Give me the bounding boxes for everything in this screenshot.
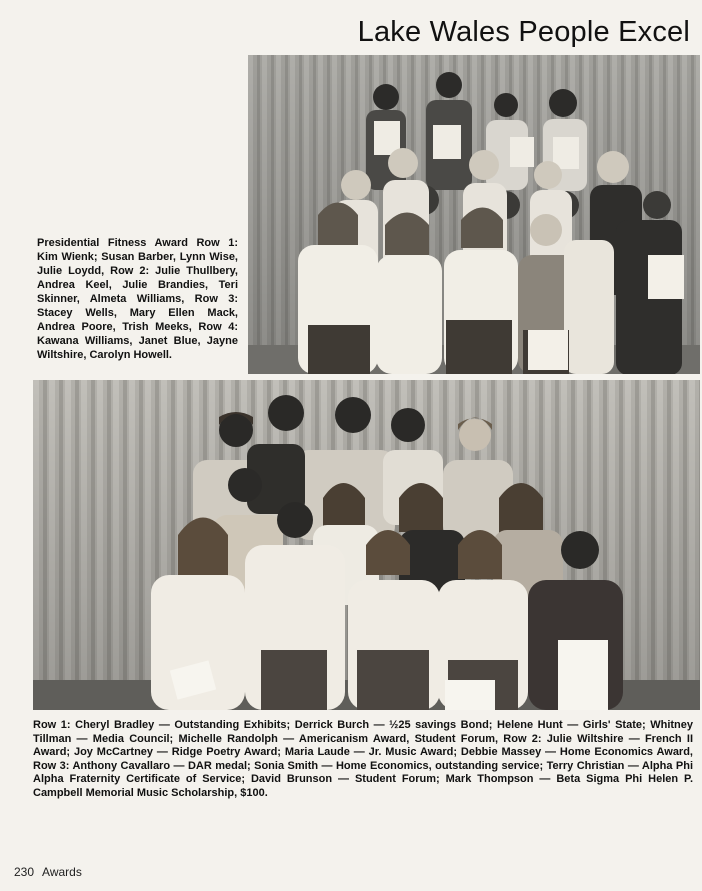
section-name: Awards (42, 865, 82, 879)
fitness-award-caption: Presidential Fitness Award Row 1: Kim Wienk; Susan Barber, Lynn Wise, Julie Loydd, Row 2: Julie Thullbery, Andrea Keel, Julie Brandies, Teri Skinner, Almeta Williams, Row 3: Stacey Wells, Mary Ellen Mack, Andrea Poore, Trish Meeks, Row 4: Kawana Williams, Janet Blue, Jayne Wiltshire, Carolyn Howell. (37, 237, 238, 361)
fitness-award-group-photo (248, 55, 700, 374)
student-awards-group-photo (33, 380, 700, 710)
page-footer (14, 865, 90, 879)
student-awards-caption: Row 1: Cheryl Bradley — Outstanding Exhibits; Derrick Burch — ½25 savings Bond; Helene Hunt — Girls' State; Whitney Tillman — Media Council; Michelle Randolph — Americanism Award, Student Forum, Row 2: Julie Wiltshire — French II Award; Joy McCartney — Ridge Poetry Award; Maria Laude — Jr. Music Award; Debbie Massey — Home Economics Award, Row 3: Anthony Cavallaro — DAR medal; Sonia Smith — Home Economics, outstanding service; Terry Christian — Alpha Phi Alpha Fraternity Certificate of Service; David Brunson — Student Forum; Mark Thompson — Beta Sigma Phi Helen P. Campbell Memorial Music Scholarship, $100. (33, 719, 693, 799)
page-number: 230 (14, 865, 35, 879)
page-title: Lake Wales People Excel (357, 16, 690, 48)
